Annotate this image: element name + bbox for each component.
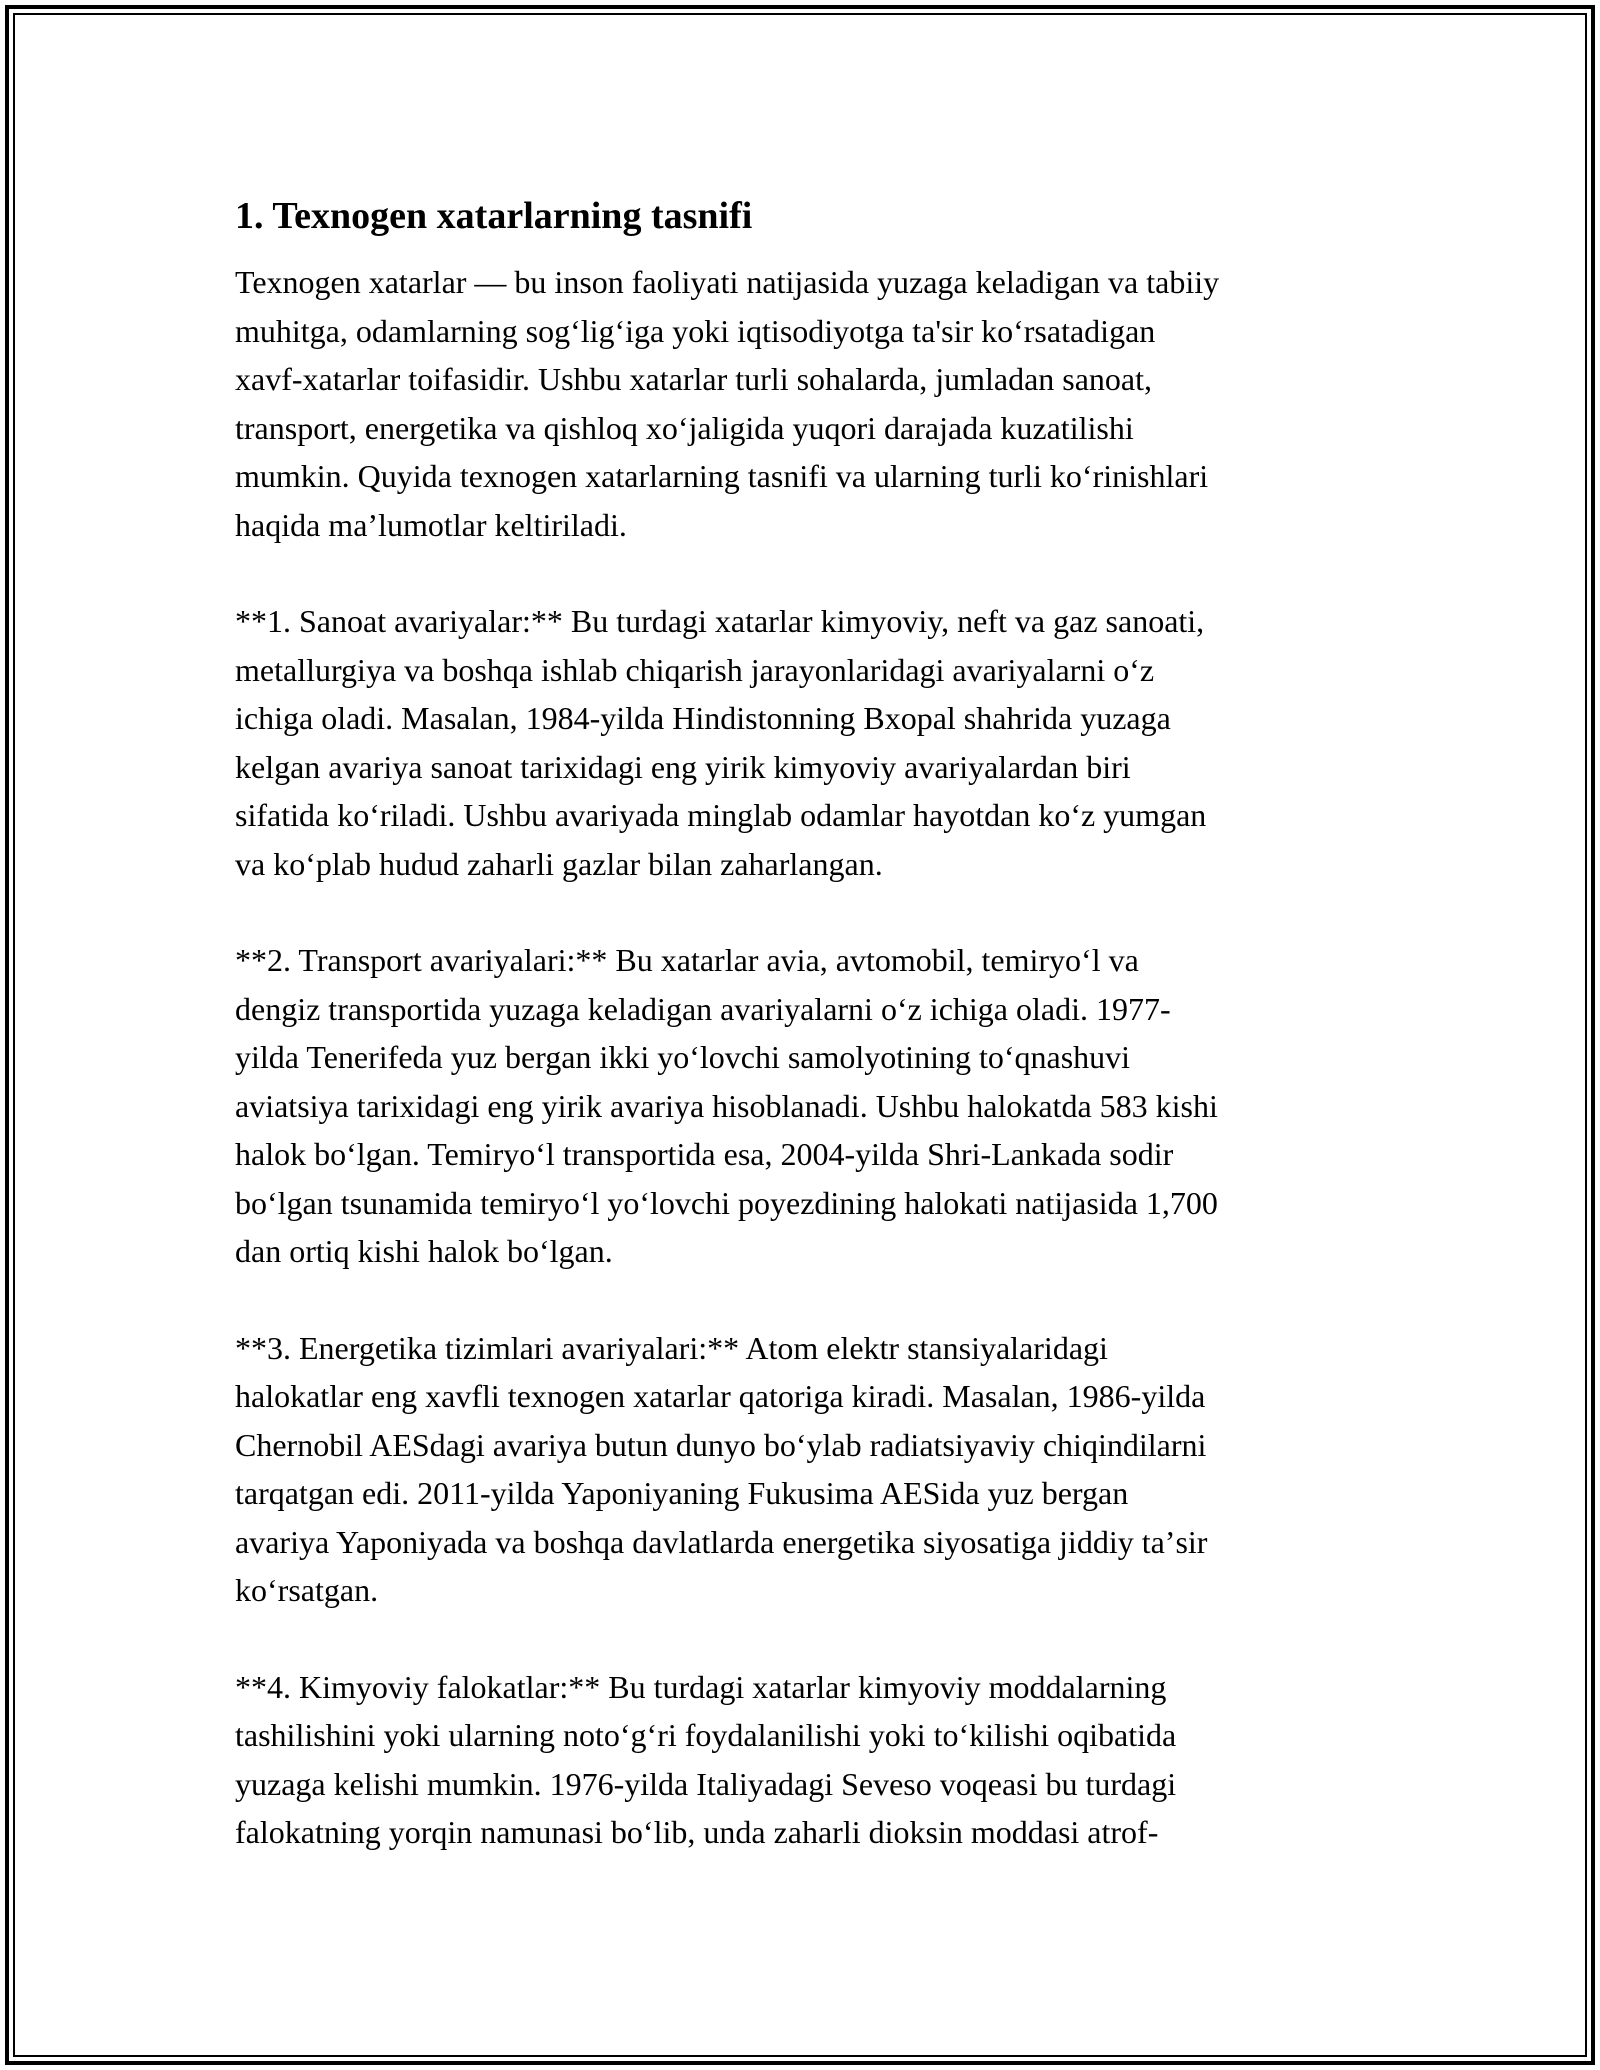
paragraph-energy-accidents: **3. Energetika tizimlari avariyalari:** Atom elektr stansiyalaridagi halokatlar eng xavfli texnogen xatarlar qatoriga kiradi. Masalan, 1986-yilda Chernobil AESdagi avariya butun dunyo boʻylab radiatsiyaviy chiqindilarni tarqatgan edi. 2011-yilda Yaponiyaning Fukusima AESida yuz bergan avariya Yaponiyada va boshqa davlatlarda energetika siyosatiga jiddiy taʼsir koʻrsatgan. <box>235 1329 1208 1608</box>
intro-paragraph: Texnogen xatarlar — bu inson faoliyati natijasida yuzaga keladigan va tabiiy muhitga, odamlarning sogʻligʻiga yoki iqtisodiyotga ta'sir koʻrsatadigan xavf-xatarlar toifasidir. Ushbu xatarlar turli sohalarda, jumladan sanoat, transport, energetika va qishloq xoʻjaligida yuqori darajada kuzatilishi mumkin. Quyida texnogen xatarlarning tasnifi va ularning turli koʻrinishlari haqida maʼlumotlar keltiriladi. <box>235 264 1220 543</box>
document-body <box>235 188 1370 1905</box>
paragraph-chemical-disasters: **4. Kimyoviy falokatlar:** Bu turdagi xatarlar kimyoviy moddalarning tashilishini yoki ularning notoʻgʻri foydalanilishi yoki toʻkilishi oqibatida yuzaga kelishi mumkin. 1976-yilda Italiyadagi Seveso voqeasi bu turdagi falokatning yorqin namunasi boʻlib, unda zaharli dioksin moddasi atrof- <box>235 1668 1177 1850</box>
section-heading: 1. Texnogen xatarlarning tasnifi <box>235 195 753 237</box>
paragraph-transport-accidents: **2. Transport avariyalari:** Bu xatarlar avia, avtomobil, temiryoʻl va dengiz transportida yuzaga keladigan avariyalarni oʻz ichiga oladi. 1977- yilda Tenerifeda yuz bergan ikki yoʻlovchi samolyotining toʻqnashuvi aviatsiya tarixidagi eng yirik avariya hisoblanadi. Ushbu halokatda 583 kishi halok boʻlgan. Temiryoʻl transportida esa, 2004-yilda Shri-Lankada sodir boʻlgan tsunamida temiryoʻl yoʻlovchi poyezdining halokati natijasida 1,700 dan ortiq kishi halok boʻlgan. <box>235 942 1218 1269</box>
paragraph-industrial-accidents: **1. Sanoat avariyalar:** Bu turdagi xatarlar kimyoviy, neft va gaz sanoati, metallurgiya va boshqa ishlab chiqarish jarayonlaridagi avariyalarni oʻz ichiga oladi. Masalan, 1984-yilda Hindistonning Bxopal shahrida yuzaga kelgan avariya sanoat tarixidagi eng yirik kimyoviy avariyalardan biri sifatida koʻriladi. Ushbu avariyada minglab odamlar hayotdan koʻz yumgan va koʻplab hudud zaharli gazlar bilan zaharlangan. <box>235 603 1207 882</box>
